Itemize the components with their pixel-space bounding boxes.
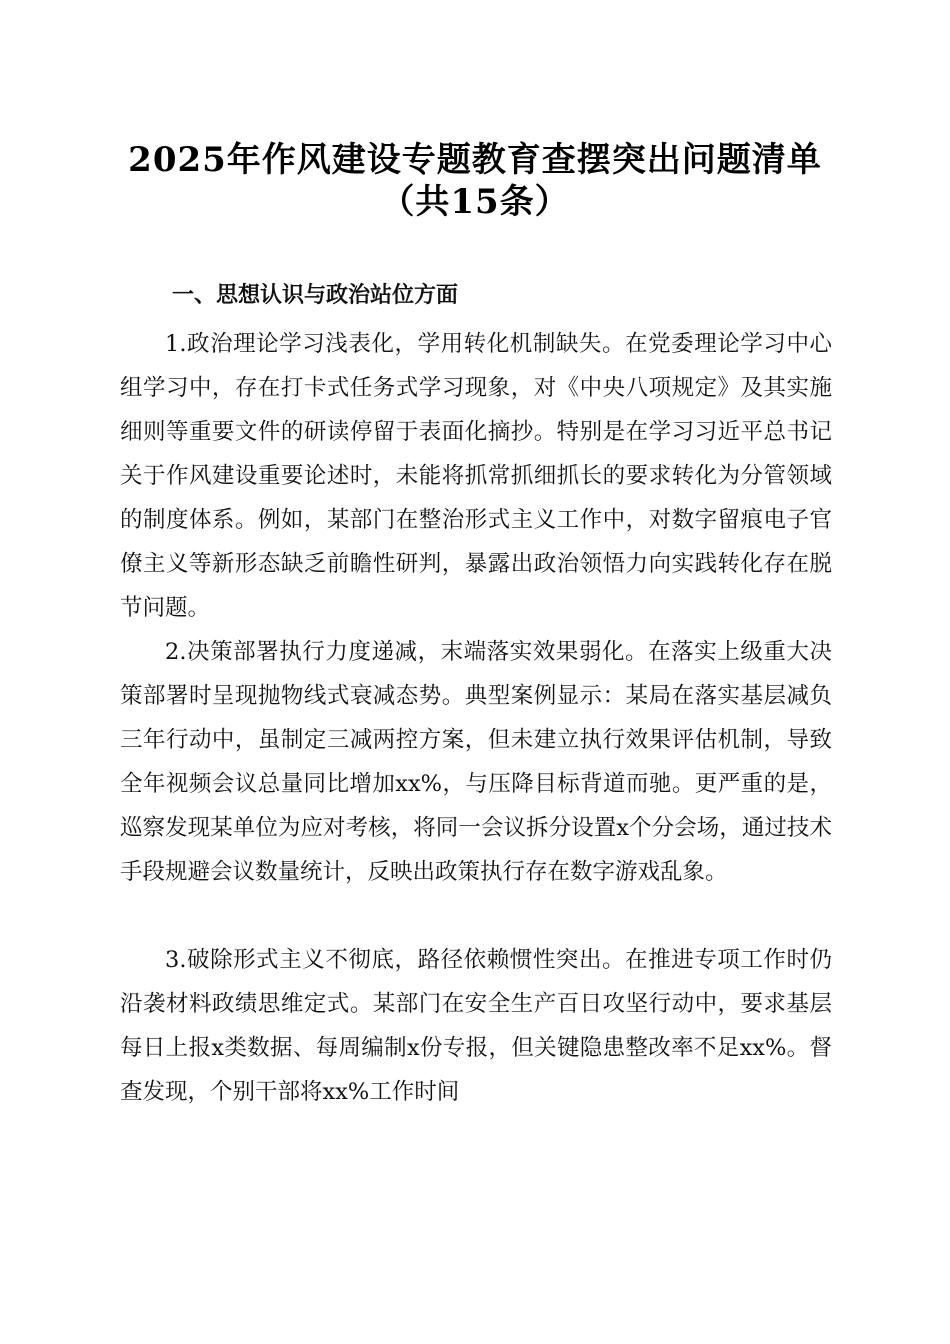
- document-subtitle-count: （共15条）: [380, 182, 570, 222]
- paragraph-item-2: 2.决策部署执行力度递减，末端落实效果弱化。在落实上级重大决策部署时呈现抛物线式衰减态势。典型案例显示：某局在落实基层减负三年行动中，虽制定三减两控方案，但未建立执行效果评估机制，导致全年视频会议总量同比增加xx%，与压降目标背道而驰。更严重的是，巡察发现某单位为应对考核，将同一会议拆分设置x个分会场，通过技术手段规避会议数量统计，反映出政策执行存在数字游戏乱象。: [120, 639, 832, 885]
- document-title: 2025年作风建设专题教育查摆突出问题清单: [128, 140, 822, 180]
- section-heading-ideology: 一、思想认识与政治站位方面: [172, 283, 459, 308]
- paragraph-item-1: 1.政治理论学习浅表化，学用转化机制缺失。在党委理论学习中心组学习中，存在打卡式任务式学习现象，对《中央八项规定》及其实施细则等重要文件的研读停留于表面化摘抄。特别是在学习习近平总书记关于作风建设重要论述时，未能将抓常抓细抓长的要求转化为分管领域的制度体系。例如，某部门在整治形式主义工作中，对数字留痕电子官僚主义等新形态缺乏前瞻性研判，暴露出政治领悟力向实践转化存在脱节问题。: [120, 331, 832, 621]
- paragraph-item-3: 3.破除形式主义不彻底，路径依赖惯性突出。在推进专项工作时仍沿袭材料政绩思维定式。某部门在安全生产百日攻坚行动中，要求基层每日上报x类数据、每周编制x份专报，但关键隐患整改率不足xx%。督查发现，个别干部将xx%工作时间: [120, 947, 832, 1105]
